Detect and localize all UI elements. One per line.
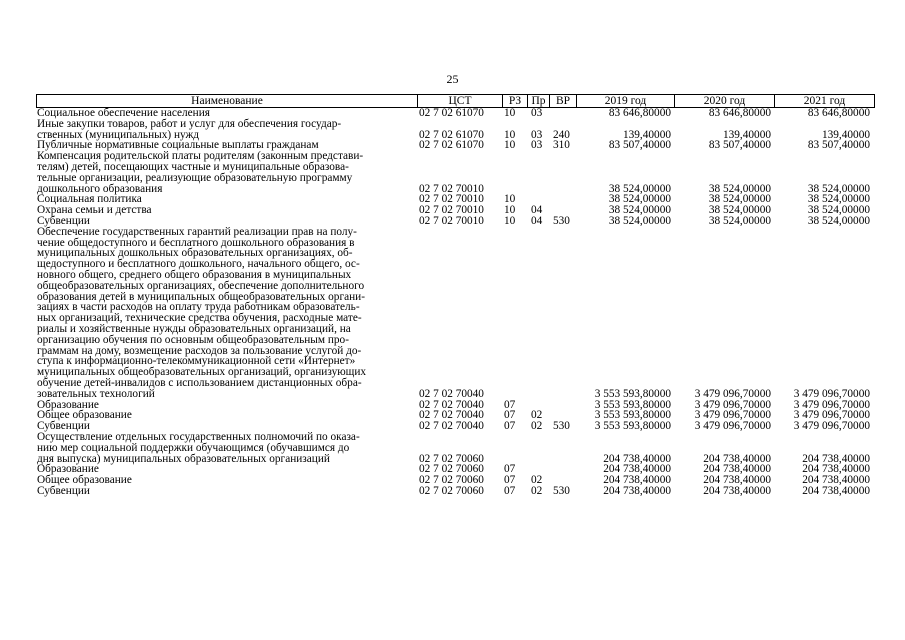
row-cst: 02 7 02 70060 xyxy=(419,484,484,497)
row-y2021: 139,40000 xyxy=(821,128,870,141)
row-y2019: 38 524,00000 xyxy=(608,182,671,195)
table-row xyxy=(36,119,875,141)
row-cst: 02 7 02 70040 xyxy=(419,387,484,400)
row-name: Социальное обеспечение населения xyxy=(37,107,210,119)
row-y2021: 3 479 096,70000 xyxy=(793,420,870,433)
row-pr: 03 xyxy=(531,128,543,141)
row-y2021: 204 738,40000 xyxy=(802,463,870,476)
row-y2021: 38 524,00000 xyxy=(807,182,870,195)
row-y2020: 38 524,00000 xyxy=(708,204,771,217)
row-y2019: 204 738,40000 xyxy=(603,452,671,465)
table-row xyxy=(36,432,875,464)
row-y2020: 139,40000 xyxy=(722,128,771,141)
row-pr: 02 xyxy=(531,474,543,487)
table-header xyxy=(36,94,875,108)
row-y2019: 38 524,00000 xyxy=(608,214,671,227)
row-name: Обеспечение государственных гарантий реализации прав на полу- чение общедоступного и бесплатного дошкольного образования в муниципальных дошкольных образовательных организациях, об- щедоступного и бесплатного дошкольного, начального общего, ос- новного общего, среднего общего образования в муниципальных общеобразовательных организациях, обеспечение дополнительного образования детей в муниципальных общеобразовательных органи- зациях в части расходов на оплату труда работникам образователь- ных организаций, технические средства обучения, расходные мате- риалы и хозяйственные нужды образовательных организаций, на организацию обучения по основным общеобразовательным про- граммам на дому, возмещение расходов за пользование услугой до- ступа к информационно-телекоммуникационной сети «Интернет» муниципальных общеобразовательных организаций, организующих обучение детей-инвалидов с использованием дистанционных обра- зовательных технологий xyxy=(37,225,367,400)
row-y2020: 3 479 096,70000 xyxy=(694,420,771,433)
row-cst: 02 7 02 70060 xyxy=(419,474,484,487)
row-pr: 02 xyxy=(531,420,543,433)
row-y2019: 3 553 593,80000 xyxy=(594,398,671,411)
row-rz: 10 xyxy=(504,193,516,206)
row-y2021: 204 738,40000 xyxy=(802,452,870,465)
row-y2020: 38 524,00000 xyxy=(708,193,771,206)
row-y2019: 3 553 593,80000 xyxy=(594,387,671,400)
row-rz: 07 xyxy=(504,409,516,422)
page-number: 25 xyxy=(446,72,459,86)
row-rz: 07 xyxy=(504,484,516,497)
row-y2019: 204 738,40000 xyxy=(603,474,671,487)
row-rz: 10 xyxy=(504,139,516,152)
row-rz: 10 xyxy=(504,107,516,119)
row-name: Компенсация родительской платы родителям (законным представи- телям) детей, посещающих частные и муниципальные образова- тельные организации, реализующие образовательную программу дошкольного образования xyxy=(37,150,364,195)
row-name: Социальная политика xyxy=(37,193,142,206)
row-pr: 03 xyxy=(531,107,543,119)
row-name: Охрана семьи и детства xyxy=(37,204,152,217)
header-name: Наименование xyxy=(191,95,263,107)
row-rz: 10 xyxy=(504,204,516,217)
table-row xyxy=(36,151,875,194)
row-cst: 02 7 02 70060 xyxy=(419,463,484,476)
row-y2021: 38 524,00000 xyxy=(807,204,870,217)
row-cst: 02 7 02 70010 xyxy=(419,204,484,217)
row-name: Общее образование xyxy=(37,474,132,487)
row-cst: 02 7 02 70010 xyxy=(419,214,484,227)
row-y2021: 3 479 096,70000 xyxy=(793,398,870,411)
row-y2021: 38 524,00000 xyxy=(807,193,870,206)
row-name: Субвенции xyxy=(37,214,90,227)
row-y2019: 3 553 593,80000 xyxy=(594,420,671,433)
row-pr: 04 xyxy=(531,204,543,217)
row-vr: 310 xyxy=(553,139,570,152)
row-y2019: 83 507,40000 xyxy=(608,139,671,152)
row-y2021: 83 646,80000 xyxy=(807,107,870,119)
row-y2019: 204 738,40000 xyxy=(603,484,671,497)
row-cst: 02 7 02 70040 xyxy=(419,409,484,422)
row-y2021: 38 524,00000 xyxy=(807,214,870,227)
row-vr: 530 xyxy=(553,420,570,433)
row-name: Осуществление отдельных государственных полномочий по оказа- нию мер социальной поддержки обучающимся (обучавшимся до дня выпуска) муниципальных образовательных организаций xyxy=(37,430,360,465)
row-y2020: 204 738,40000 xyxy=(703,452,771,465)
row-rz: 10 xyxy=(504,214,516,227)
row-cst: 02 7 02 70060 xyxy=(419,452,484,465)
row-cst: 02 7 02 61070 xyxy=(419,107,484,119)
row-cst: 02 7 02 70040 xyxy=(419,398,484,411)
table-row xyxy=(36,227,875,400)
row-y2020: 3 479 096,70000 xyxy=(694,409,771,422)
row-rz: 07 xyxy=(504,420,516,433)
row-y2021: 204 738,40000 xyxy=(802,474,870,487)
row-y2020: 204 738,40000 xyxy=(703,463,771,476)
row-cst: 02 7 02 70040 xyxy=(419,420,484,433)
row-rz: 07 xyxy=(504,398,516,411)
row-name: Публичные нормативные социальные выплаты гражданам xyxy=(37,139,319,152)
row-cst: 02 7 02 70010 xyxy=(419,182,484,195)
row-y2019: 3 553 593,80000 xyxy=(594,409,671,422)
header-cst: ЦСТ xyxy=(417,95,502,107)
header-vr: ВР xyxy=(549,95,576,107)
row-pr: 04 xyxy=(531,214,543,227)
row-name: Образование xyxy=(37,463,99,476)
row-rz: 07 xyxy=(504,463,516,476)
row-pr: 03 xyxy=(531,139,543,152)
row-y2019: 139,40000 xyxy=(622,128,671,141)
table-row xyxy=(36,486,875,497)
row-y2020: 83 646,80000 xyxy=(708,107,771,119)
row-cst: 02 7 02 61070 xyxy=(419,128,484,141)
row-name: Общее образование xyxy=(37,409,132,422)
row-name: Субвенции xyxy=(37,484,90,497)
row-y2020: 83 507,40000 xyxy=(708,139,771,152)
row-vr: 530 xyxy=(553,214,570,227)
row-y2019: 38 524,00000 xyxy=(608,193,671,206)
budget-table xyxy=(36,94,875,497)
row-y2020: 204 738,40000 xyxy=(703,484,771,497)
row-y2020: 204 738,40000 xyxy=(703,474,771,487)
header-2020: 2020 год xyxy=(674,95,774,107)
row-name: Образование xyxy=(37,398,99,411)
header-2019: 2019 год xyxy=(576,95,674,107)
row-vr: 240 xyxy=(553,128,570,141)
row-name: Субвенции xyxy=(37,420,90,433)
row-pr: 02 xyxy=(531,409,543,422)
row-y2020: 38 524,00000 xyxy=(708,182,771,195)
row-y2021: 3 479 096,70000 xyxy=(793,387,870,400)
row-y2021: 83 507,40000 xyxy=(807,139,870,152)
row-y2019: 204 738,40000 xyxy=(603,463,671,476)
row-pr: 02 xyxy=(531,484,543,497)
table-body xyxy=(36,108,875,497)
row-rz: 10 xyxy=(504,128,516,141)
row-y2019: 38 524,00000 xyxy=(608,204,671,217)
row-name: Иные закупки товаров, работ и услуг для обеспечения государ- ственных (муниципальных) нужд xyxy=(37,117,342,141)
row-rz: 07 xyxy=(504,474,516,487)
header-rz: РЗ xyxy=(502,95,527,107)
header-pr: Пр xyxy=(527,95,549,107)
row-y2020: 38 524,00000 xyxy=(708,214,771,227)
header-2021: 2021 год xyxy=(774,95,874,107)
row-cst: 02 7 02 70010 xyxy=(419,193,484,206)
row-y2019: 83 646,80000 xyxy=(608,107,671,119)
row-y2020: 3 479 096,70000 xyxy=(694,398,771,411)
row-y2020: 3 479 096,70000 xyxy=(694,387,771,400)
row-vr: 530 xyxy=(553,484,570,497)
row-y2021: 3 479 096,70000 xyxy=(793,409,870,422)
row-cst: 02 7 02 61070 xyxy=(419,139,484,152)
row-y2021: 204 738,40000 xyxy=(802,484,870,497)
